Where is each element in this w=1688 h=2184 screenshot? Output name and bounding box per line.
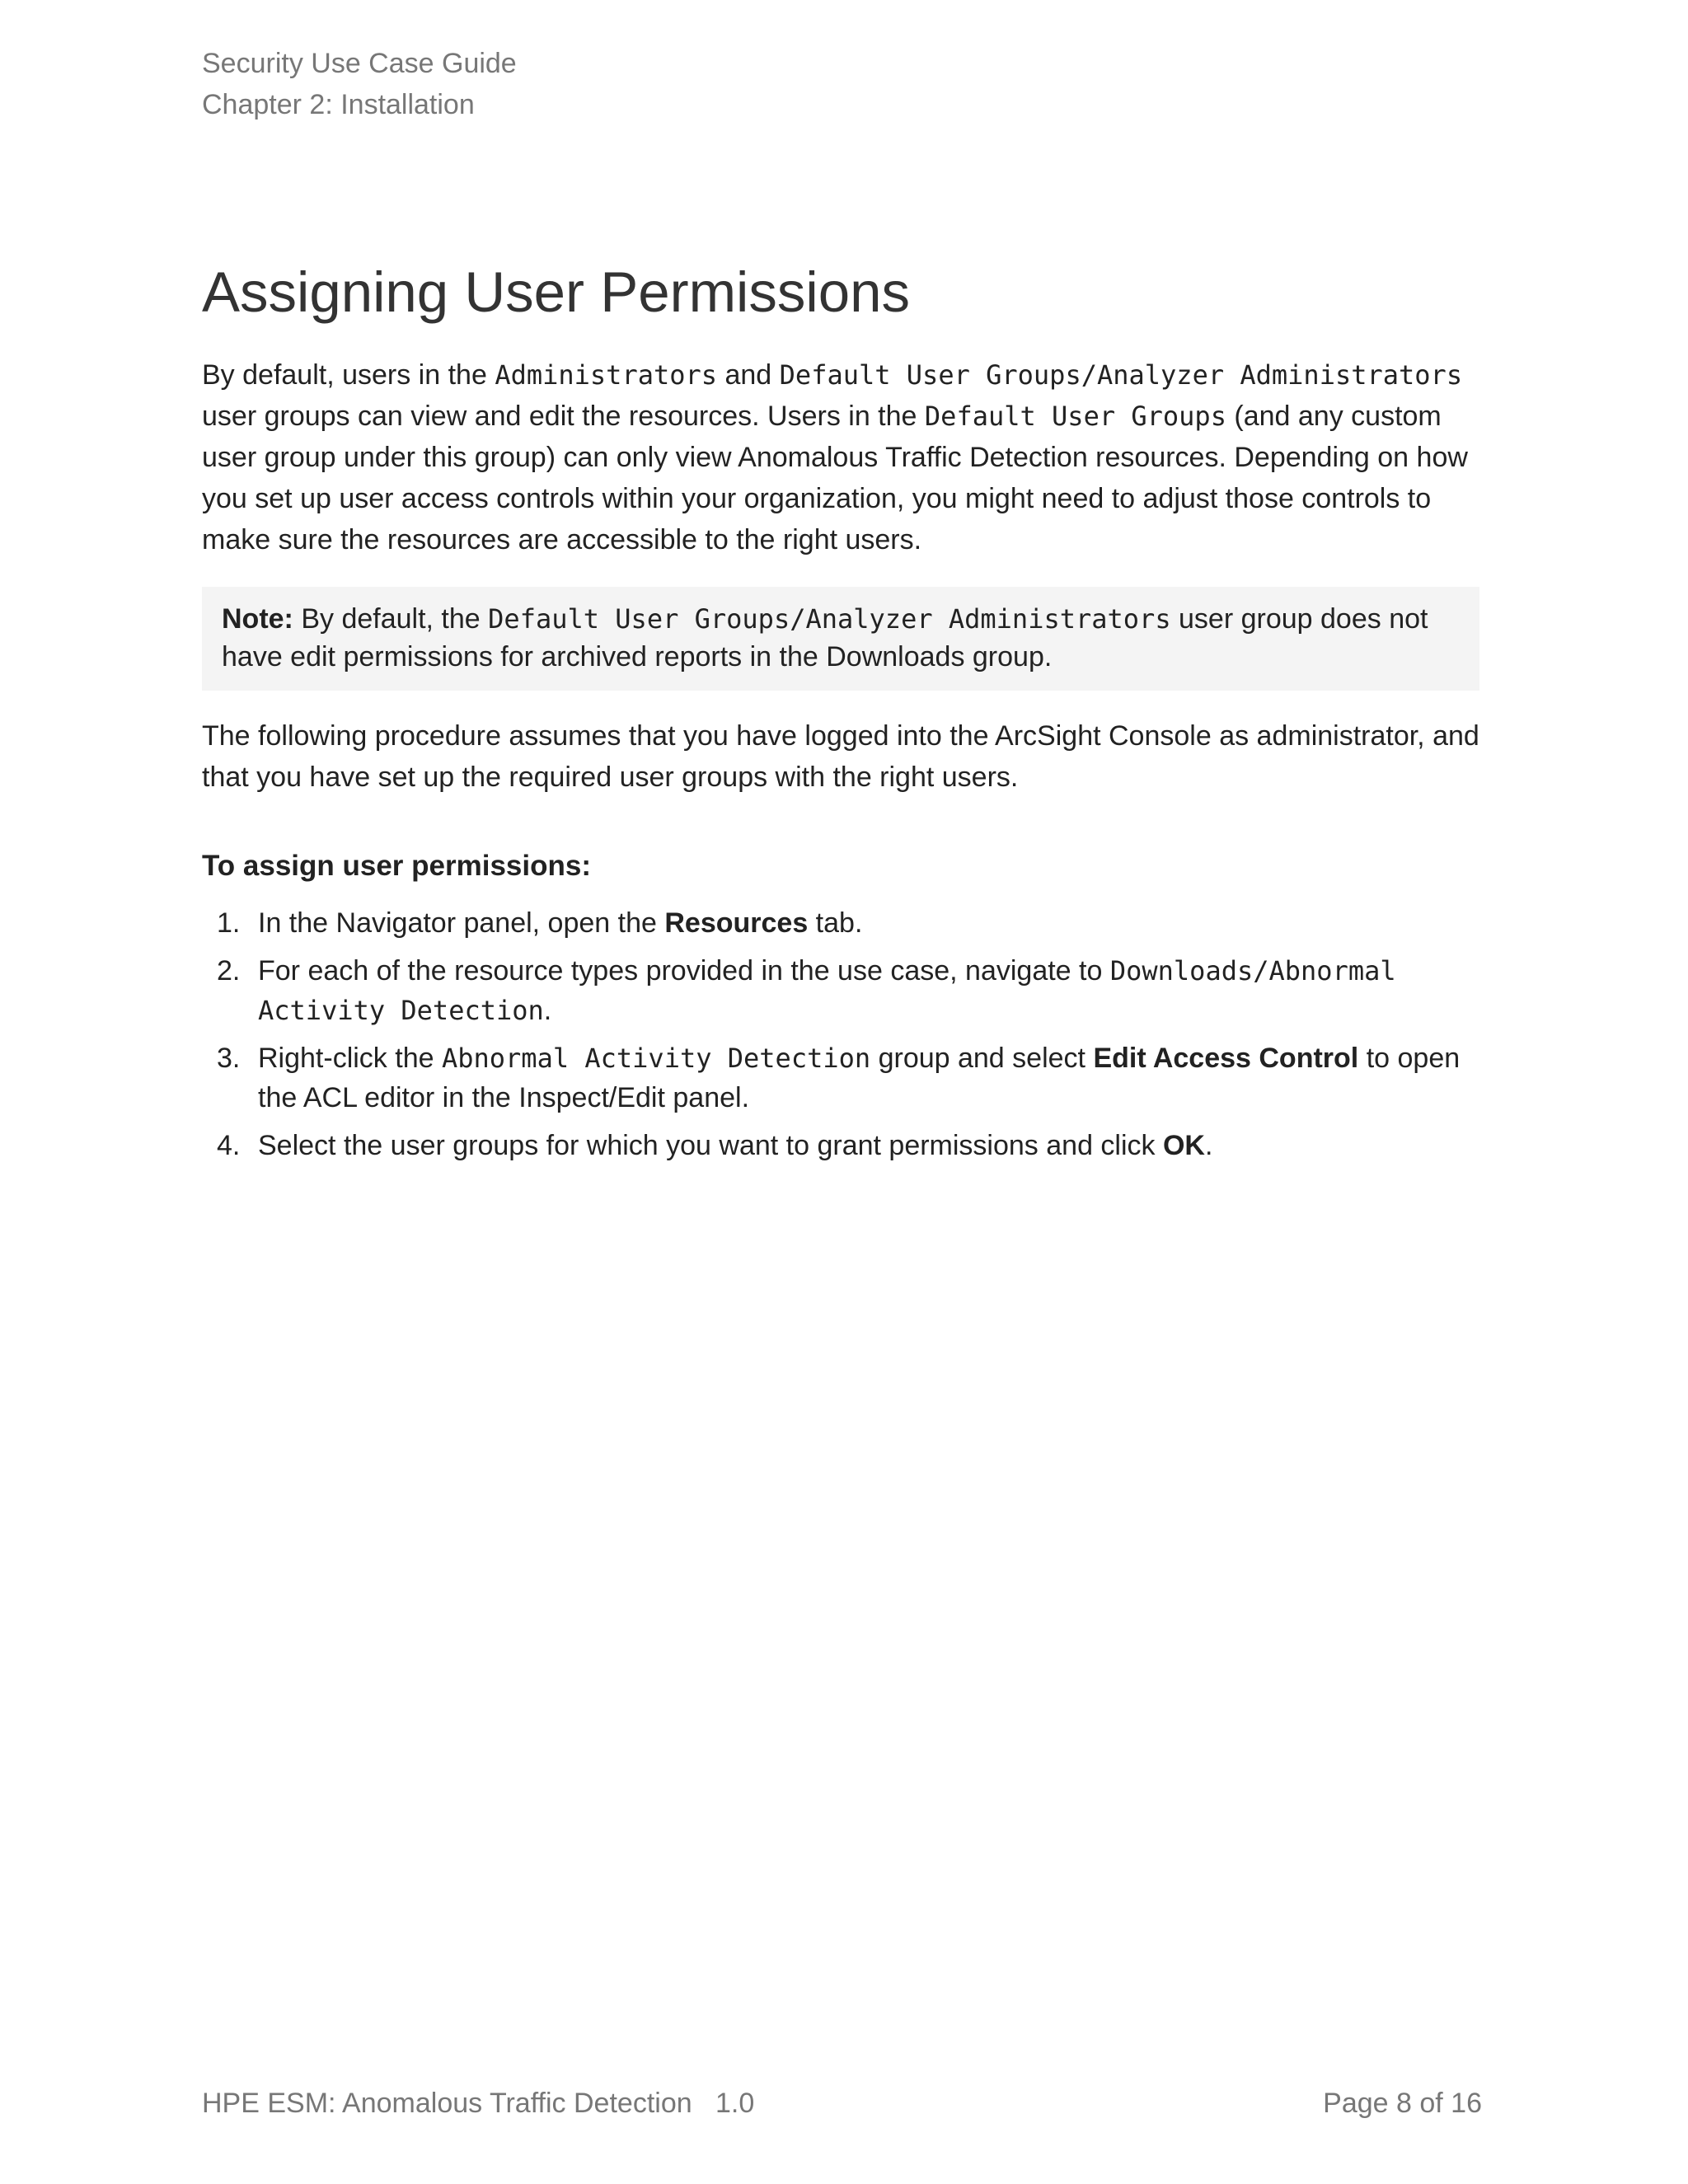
page-title: Assigning User Permissions bbox=[202, 260, 910, 324]
step-3 bbox=[202, 1038, 1479, 1118]
footer-page-number: Page 8 of 16 bbox=[1323, 2088, 1482, 2119]
step-text: Select the user groups for which you want to grant permissions and click bbox=[258, 1130, 1163, 1161]
step-text: . bbox=[1204, 1130, 1213, 1161]
step-text: to open the ACL editor in the Inspect/Edit panel. bbox=[258, 1043, 1461, 1113]
step-2 bbox=[202, 951, 1479, 1030]
intro-text-1: By default, users in the bbox=[202, 359, 495, 391]
step-text: Right-click the bbox=[258, 1043, 442, 1074]
step-number: 3. bbox=[217, 1043, 241, 1074]
step-code-path: Downloads/Abnormal Activity Detection bbox=[258, 955, 1396, 1026]
chapter-title: Chapter 2: Installation bbox=[202, 89, 475, 120]
note-text-1: By default, the bbox=[293, 603, 489, 635]
step-1 bbox=[202, 903, 1479, 943]
steps-list bbox=[202, 903, 1479, 1165]
intro-paragraph bbox=[202, 354, 1479, 560]
step-text: In the Navigator panel, open the bbox=[258, 907, 665, 939]
note-label: Note: bbox=[222, 603, 293, 635]
procedure-intro: The following procedure assumes that you have logged into the ArcSight Console as administrator, and that you have set up the required user groups with the right users. bbox=[202, 720, 1479, 793]
main-content bbox=[202, 255, 1479, 1174]
intro-code-analyzer-admins: Default User Groups/Analyzer Administrators bbox=[779, 359, 1463, 391]
note-box bbox=[202, 587, 1479, 691]
intro-text-3: user groups can view and edit the resources. Users in the bbox=[202, 401, 925, 432]
step-bold-edit-access-control: Edit Access Control bbox=[1093, 1043, 1359, 1074]
intro-code-administrators: Administrators bbox=[495, 359, 718, 391]
step-bold-ok: OK bbox=[1162, 1130, 1205, 1161]
intro-text-2: and bbox=[717, 359, 780, 391]
step-text: group and select bbox=[870, 1043, 1094, 1074]
guide-title: Security Use Case Guide bbox=[202, 48, 517, 79]
procedure-heading: To assign user permissions: bbox=[202, 850, 591, 882]
intro-text-4: (and any custom user group under this group) can only view Anomalous Traffic Detection resources. Depending on how you set up user access controls within your organization, you might need to adjust those controls to make sure the resources are accessible to the right users. bbox=[202, 401, 1468, 555]
footer-product: HPE ESM: Anomalous Traffic Detection 1.0 bbox=[202, 2088, 755, 2119]
note-code-analyzer-admins: Default User Groups/Analyzer Administrators bbox=[488, 603, 1171, 635]
note-text-2: user group does not have edit permissions for archived reports in the Downloads group. bbox=[222, 603, 1428, 673]
step-bold-resources: Resources bbox=[664, 907, 809, 939]
step-text: tab. bbox=[808, 907, 863, 939]
step-number: 4. bbox=[217, 1130, 241, 1161]
step-4 bbox=[202, 1126, 1479, 1165]
step-number: 2. bbox=[217, 955, 241, 987]
running-header bbox=[202, 43, 517, 125]
step-text: . bbox=[543, 995, 552, 1026]
step-text: For each of the resource types provided in the use case, navigate to bbox=[258, 955, 1110, 987]
step-number: 1. bbox=[217, 907, 241, 939]
step-code-group: Abnormal Activity Detection bbox=[441, 1043, 871, 1074]
intro-code-default-user-groups: Default User Groups bbox=[924, 401, 1226, 432]
